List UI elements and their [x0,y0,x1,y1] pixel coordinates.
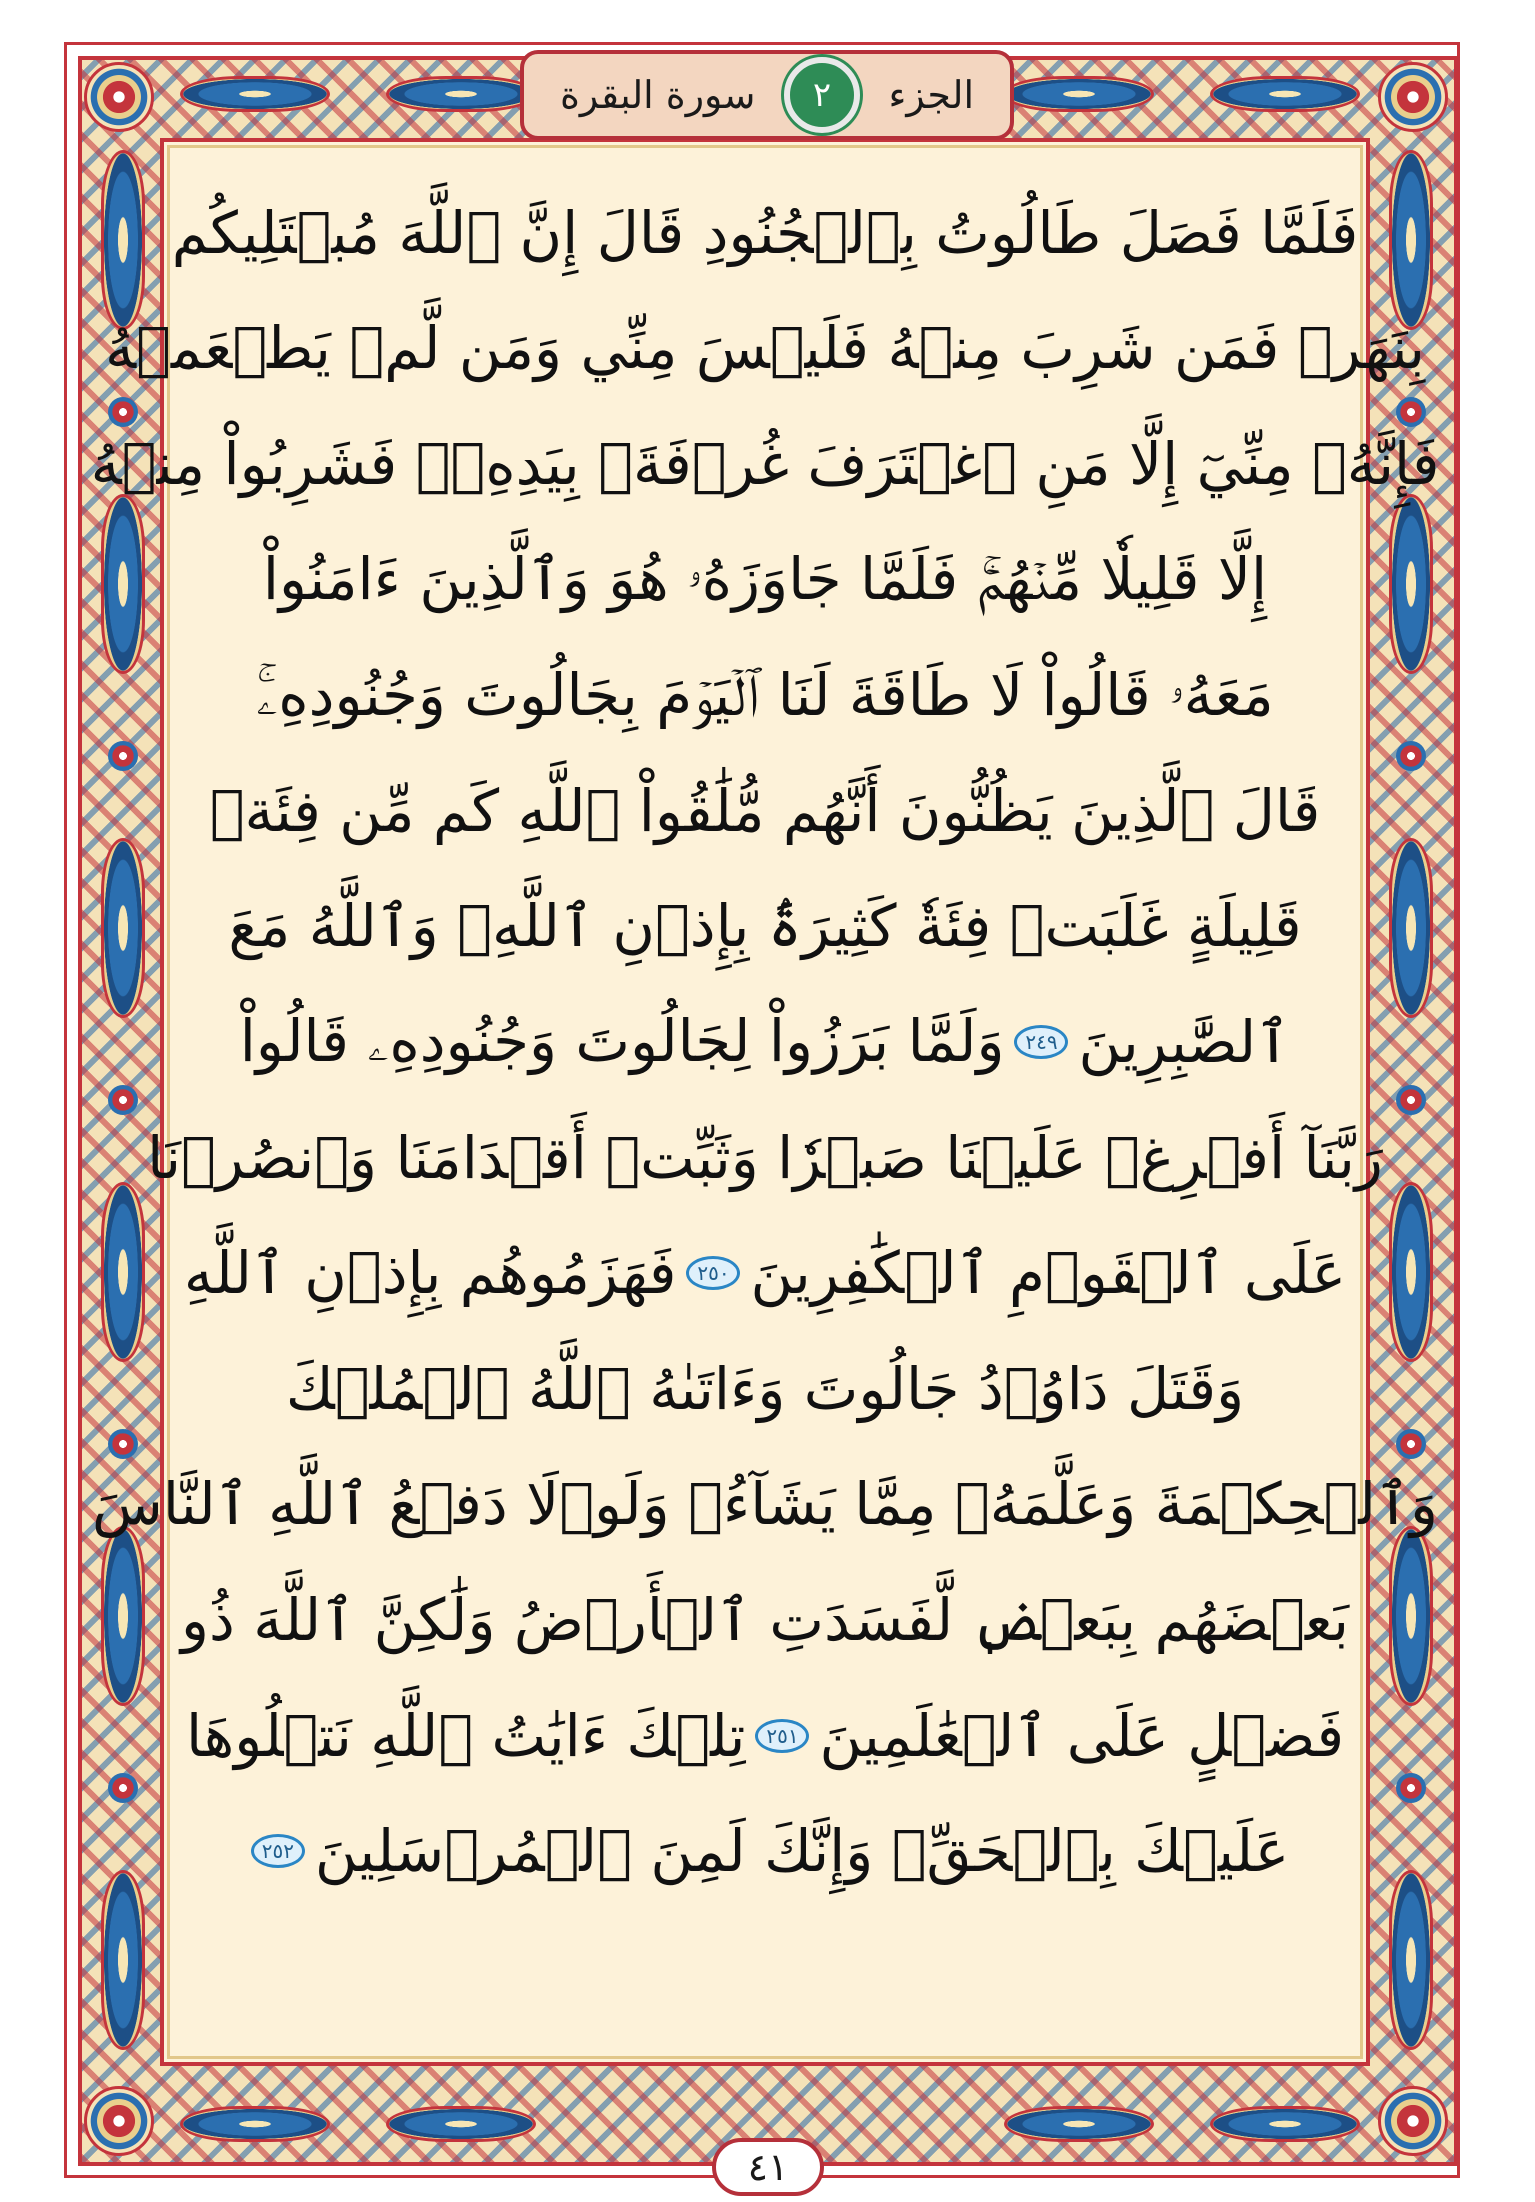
rosette-icon [108,397,138,427]
corner-rosette-icon [1378,2086,1448,2156]
juz-number-badge: ٢ [784,57,860,133]
medallion-icon [101,494,145,674]
medallion-icon [386,76,536,112]
text-line: فَضۡلٍ عَلَى ٱلۡعَٰلَمِينَ ٢٥١ تِلۡكَ ءَايَٰتُ ٱللَّهِ نَتۡلُوهَا [185,1701,1345,1770]
rosette-icon [108,1085,138,1115]
corner-rosette-icon [84,62,154,132]
medallion-icon [101,150,145,330]
ayah-number-marker: ٢٥٢ [251,1834,305,1868]
text-line: إِلَّا قَلِيلٗا مِّنۡهُمۡۚ فَلَمَّا جَاوَزَهُۥ هُوَ وَٱلَّذِينَ ءَامَنُواْ [262,545,1268,614]
surah-name: سورة البقرة [560,73,756,117]
medallion-icon [101,1182,145,1362]
page-header [520,50,1014,140]
text-line: قَلِيلَةٍ غَلَبَتۡ فِئَةٗ كَثِيرَةَۢ بِإِذۡنِ ٱللَّهِۗ وَٱللَّهُ مَعَ [228,892,1302,961]
rosette-icon [1396,1429,1426,1459]
text-line: فَلَمَّا فَصَلَ طَالُوتُ بِٱلۡجُنُودِ قَالَ إِنَّ ٱللَّهَ مُبۡتَلِيكُم [171,198,1359,267]
medallion-icon [1210,2106,1360,2142]
rosette-icon [1396,397,1426,427]
text-line: فَإِنَّهُۥ مِنِّيٓ إِلَّا مَنِ ٱغۡتَرَفَ غُرۡفَةَۢ بِيَدِهِۦۚ فَشَرِبُواْ مِنۡهُ [90,429,1440,498]
text-line: عَلَيۡكَ بِٱلۡحَقِّۚ وَإِنَّكَ لَمِنَ ٱلۡمُرۡسَلِينَ ٢٥٢ [170,1793,1360,1909]
rosette-icon [1396,1773,1426,1803]
ayah-number-marker: ٢٥٠ [686,1256,740,1290]
medallion-icon [101,1870,145,2050]
medallion-icon [1210,76,1360,112]
text-line: وَقَتَلَ دَاوُۥدُ جَالُوتَ وَءَاتَىٰهُ ٱللَّهُ ٱلۡمُلۡكَ [285,1354,1245,1423]
medallion-icon [101,838,145,1018]
verse-text-block [90,175,1440,2025]
medallion-icon [101,1526,145,1706]
text-line: بَعۡضَهُم بِبَعۡضٖ لَّفَسَدَتِ ٱلۡأَرۡضُ وَلَٰكِنَّ ٱللَّهَ ذُو [180,1585,1350,1654]
rosette-icon [108,741,138,771]
rosette-icon [1396,1085,1426,1115]
medallion-icon [180,76,330,112]
corner-rosette-icon [1378,62,1448,132]
medallion-icon [386,2106,536,2142]
ayah-number-marker: ٢٤٩ [1014,1025,1068,1059]
medallion-icon [1389,1870,1433,2050]
text-line: مَعَهُۥ قَالُواْ لَا طَاقَةَ لَنَا ٱلۡيَوۡمَ بِجَالُوتَ وَجُنُودِهِۦۚ [256,660,1274,729]
text-line: وَٱلۡحِكۡمَةَ وَعَلَّمَهُۥ مِمَّا يَشَآءُۗ وَلَوۡلَا دَفۡعُ ٱللَّهِ ٱلنَّاسَ [92,1470,1438,1539]
rosette-icon [108,1429,138,1459]
medallion-icon [1389,150,1433,330]
text-line: بِنَهَرٖ فَمَن شَرِبَ مِنۡهُ فَلَيۡسَ مِنِّي وَمَن لَّمۡ يَطۡعَمۡهُ [104,314,1426,383]
medallion-icon [180,2106,330,2142]
page-number: ٤١ [712,2138,824,2196]
medallion-icon [1389,1526,1433,1706]
text-line: قَالَ ٱلَّذِينَ يَظُنُّونَ أَنَّهُم مُّلَٰقُواْ ٱللَّهِ كَم مِّن فِئَةٖ [209,776,1321,845]
rosette-icon [108,1773,138,1803]
medallion-icon [1004,76,1154,112]
corner-rosette-icon [84,2086,154,2156]
juz-label: الجزء [888,73,974,117]
medallion-icon [1389,494,1433,674]
ayah-number-marker: ٢٥١ [755,1719,809,1753]
text-line: ٱلصَّٰبِرِينَ ٢٤٩ وَلَمَّا بَرَزُواْ لِجَالُوتَ وَجُنُودِهِۦ قَالُواْ [239,1007,1291,1076]
medallion-icon [1389,1182,1433,1362]
medallion-icon [1389,838,1433,1018]
medallion-icon [1004,2106,1154,2142]
rosette-icon [1396,741,1426,771]
text-line: عَلَى ٱلۡقَوۡمِ ٱلۡكَٰفِرِينَ ٢٥٠ فَهَزَمُوهُم بِإِذۡنِ ٱللَّهِ [183,1239,1347,1308]
text-line: رَبَّنَآ أَفۡرِغۡ عَلَيۡنَا صَبۡرٗا وَثَبِّتۡ أَقۡدَامَنَا وَٱنصُرۡنَا [147,1123,1383,1192]
